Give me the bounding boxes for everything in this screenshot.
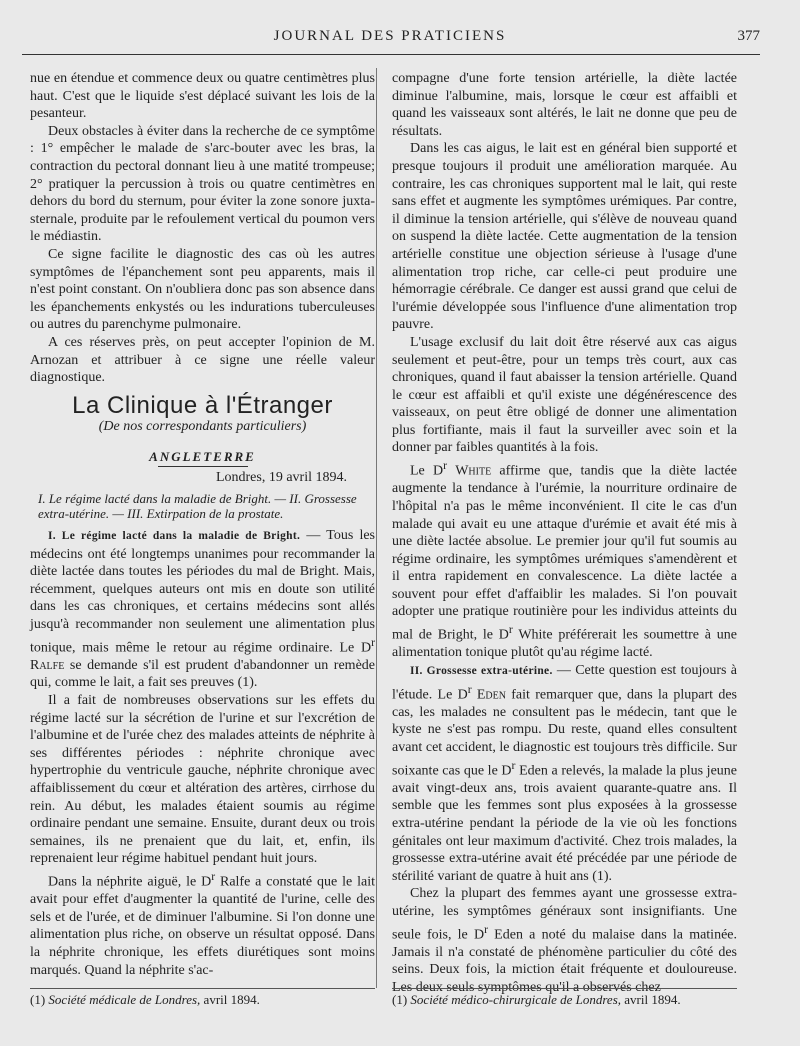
superscript: r [467,682,472,696]
paragraph: Dans les cas aigus, le lait est en général bien supporté et presque toujours il produit une amélioration marquée. Au contraire, les cas chroniques supportent mal le lait, qui reste sans effet et augmente les symptômes urémiques. Par contre, il diminue la tension artérielle, qui s'élève de nouveau quand on suspend la diète lactée. Cette augmentation de la tension artérielle constitue une objection sérieuse à l'usage d'une alimentation trop riche, car celle-ci peut produire une hémorragie cérébrale. Ce danger est aussi grand que celui de l'urémie développée sous l'influence d'une alimentation trop pauvre. [392,141,737,333]
text-run: Ralfe a constaté que le lait avait pour effet d'augmenter la quantité de l'urine, celle des sels et de l'urée, et de diminuer l'albumine. Si l'on donne une alimentation plus riche, on observe un résultat opposé. Dans la néphrite chronique, les effets diurétiques sont moins marqués. Quand la néphrite s'ac- [30,874,375,978]
superscript: r [508,623,513,637]
journal-title: JOURNAL DES PRATICIENS [273,28,507,44]
superscript: r [443,459,447,473]
paragraph: Deux obstacles à éviter dans la recherche de ce symptôme : 1° empêcher le malade de s'arc-bouter avec les bras, la contraction du pectoral donnant lieu à une matité trompeuse; 2° pratiquer la percussion à trois ou quatre centimètres en dehors du bord du sternum, pour éviter la zone sonore juxta-sternale, produite par le refoulement vertical du poumon vers le médiastin. [30,123,375,245]
text-run: — Cette question est toujours à l'étude. Le D [392,662,737,703]
text-run: White préférerait les soumettre à une alimentation tonique plutôt qu'au régime lacté. [392,627,737,661]
running-head [20,28,760,50]
footnote-right [392,992,737,1008]
page-number: 377 [737,28,760,44]
footnote-left [30,992,375,1008]
paragraph [30,527,375,692]
dateline: Londres, 19 avril 1894. [215,470,347,486]
paragraph: L'usage exclusif du lait doit être réservé aux cas aigus seulement et peut-être, pour un temps très court, aux cas chroniques, quand il faut abaisser la tension artérielle. Quand le cœur est affaibli et qu'il existe une dégénérescence des vaisseaux, on peut être obligé de donner une alimentation plus fortifiante, mais il faut la surveiller avec soin et la donner par faibles quantités à la fois. [392,334,737,456]
section-subtitle: (De nos correspondants particuliers) [98,419,307,435]
text-run: Le D [410,463,444,479]
author-name: Eden [476,687,506,703]
author-name: Ralfe [30,657,65,673]
text-run: Eden a noté du malaise dans la matinée. Jamais il n'a constaté de phénomène particulier du côté des seins. Deux fois, la miction était fréquente et douloureuse. Les deux seuls symptômes qu'il a observés chez [392,927,738,995]
paragraph [392,457,737,662]
footnote-rule [30,988,375,989]
header-rule [22,54,760,55]
section-title: La Clinique à l'Étranger [72,391,333,419]
subsection-heading: I. Le régime lacté dans la maladie de Bright. [48,530,301,543]
section-summary: I. Le régime lacté dans la maladie de Bright. — II. Grossesse extra-utérine. — III. Extirpation de la prostate. [38,491,357,522]
footnote-date: avril 1894. [621,992,681,1007]
subsection-heading: II. Grossesse extra-utérine. [410,664,553,677]
text-run: fait remarquer que, dans la plupart des cas, les malades ne consultent pas le médecin, tant que le kyste ne s'est pas rompu. Du reste, quand elles consultent avant cet accident, le diagnostic est toujours très difficile. Sur soixante cas que le D [392,687,737,779]
paragraph: Il a fait de nombreuses observations sur les effets du régime lacté sur la sécrétion de l'urine et sur l'excrétion de l'albumine et de l'urée chez des malades atteints de néphrite à ses différentes périodes : néphrite chronique avec hypertrophie du ventricule gauche, néphrite chronique avec affaiblissement du cœur et altération des artères, cirrhose du rein. Au début, les malades étaient soumis au régime ordinaire pendant une semaine. Ensuite, durant deux ou trois semaines, ils ne prenaient que du lait, et, enfin, ils reprenaient leur régime habituel pendant huit jours. [30,693,375,867]
paragraph: Ce signe facilite le diagnostic des cas où les autres symptômes de l'épanchement sont peu apparents, mais il n'est point constant. On n'oubliera donc pas son absence dans les épanchements enkystés ou les indurations tuberculeuses ou autres du parenchyme pulmonaire. [30,246,375,333]
superscript: r [211,870,216,883]
footnote-number: (1) [30,992,46,1007]
footnote-rule [392,988,737,989]
right-column [392,70,737,997]
paragraph: nue en étendue et commence deux ou quatre centimètres plus haut. C'est que le liquide s'est déplacé suivant les lois de la pesanteur. [30,71,375,122]
paragraph [392,885,737,996]
country-rule [158,466,248,467]
text-run: se demande s'il est prudent d'abandonner un remède qui, comme le lait, a fait ses preuves (1). [30,657,375,691]
superscript: r [484,922,488,936]
text-run: affirme que, tandis que la diète lactée augmente la tendance à l'urémie, la nourriture ordinaire de l'hôpital n'a pas le même inconvénient. Il cite le cas d'un malade qui avait eu une attaque d'urémie et avait été mis à une diète lactée absolue. Le premier jour qu'il fut soumis au régime ordinaire, les symptômes urémiques s'amendèrent et il entra rapidement en convalescence. La diète lactée a souvent pour effet d'affaiblir les malades. Si l'on pouvait adopter une pratique routinière pour les individus atteints du mal de Bright, le D [392,463,737,643]
paragraph: compagne d'une forte tension artérielle, la diète lactée diminue l'albumine, mais, lorsque le cœur est affaibli et quand les vaisseaux sont altérés, le lait ne donne que peu de résultats. [392,71,737,139]
left-column [30,70,375,979]
footnote-source: Société médico-chirurgicale de Londres, [410,992,622,1007]
text-run: Eden a relevés, la malade la plus jeune avait vingt-deux ans, trois avaient quarante-quatre ans. Il semble que les femmes sont plus exposées à la grossesse extra-utérine pendant la période de la vie où les fonctions génitales ont leur maximum d'activité. Chez trois malades, la grossesse extra-utérine avait été précédée par une période de stérilité variant de quatre à huit ans (1). [392,763,737,884]
country-heading: ANGLETERRE [149,448,256,464]
footnote-source: Société médicale de Londres, [48,992,201,1007]
paragraph [30,868,375,979]
text-run: Chez la plupart des femmes ayant une grossesse extra-utérine, les symptômes généraux sont insignifiants. Une seule fois, le D [392,886,737,943]
footnote-number: (1) [392,992,408,1007]
paragraph: A ces réserves près, on peut accepter l'opinion de M. Arnozan et attribuer à ce signe une réelle valeur diagnostique. [30,334,375,386]
paragraph [392,662,737,885]
footnote-date: avril 1894. [200,992,260,1007]
superscript: r [371,635,375,649]
text-run: Dans la néphrite aiguë, le D [48,874,212,890]
text-run: — Tous les médecins ont été longtemps unanimes pour recommander la diète lactée dans toutes les périodes du mal de Bright. Mais, récemment, quelques auteurs ont mis en doute son utilité dans les cas chroniques, et certains médecins sont allés jusqu'à recommander non seulement une alimentation plus tonique, mais même le retour au régime ordinaire. Le D [30,528,376,656]
author-name: White [455,463,492,479]
column-separator [376,68,377,988]
superscript: r [511,758,516,772]
